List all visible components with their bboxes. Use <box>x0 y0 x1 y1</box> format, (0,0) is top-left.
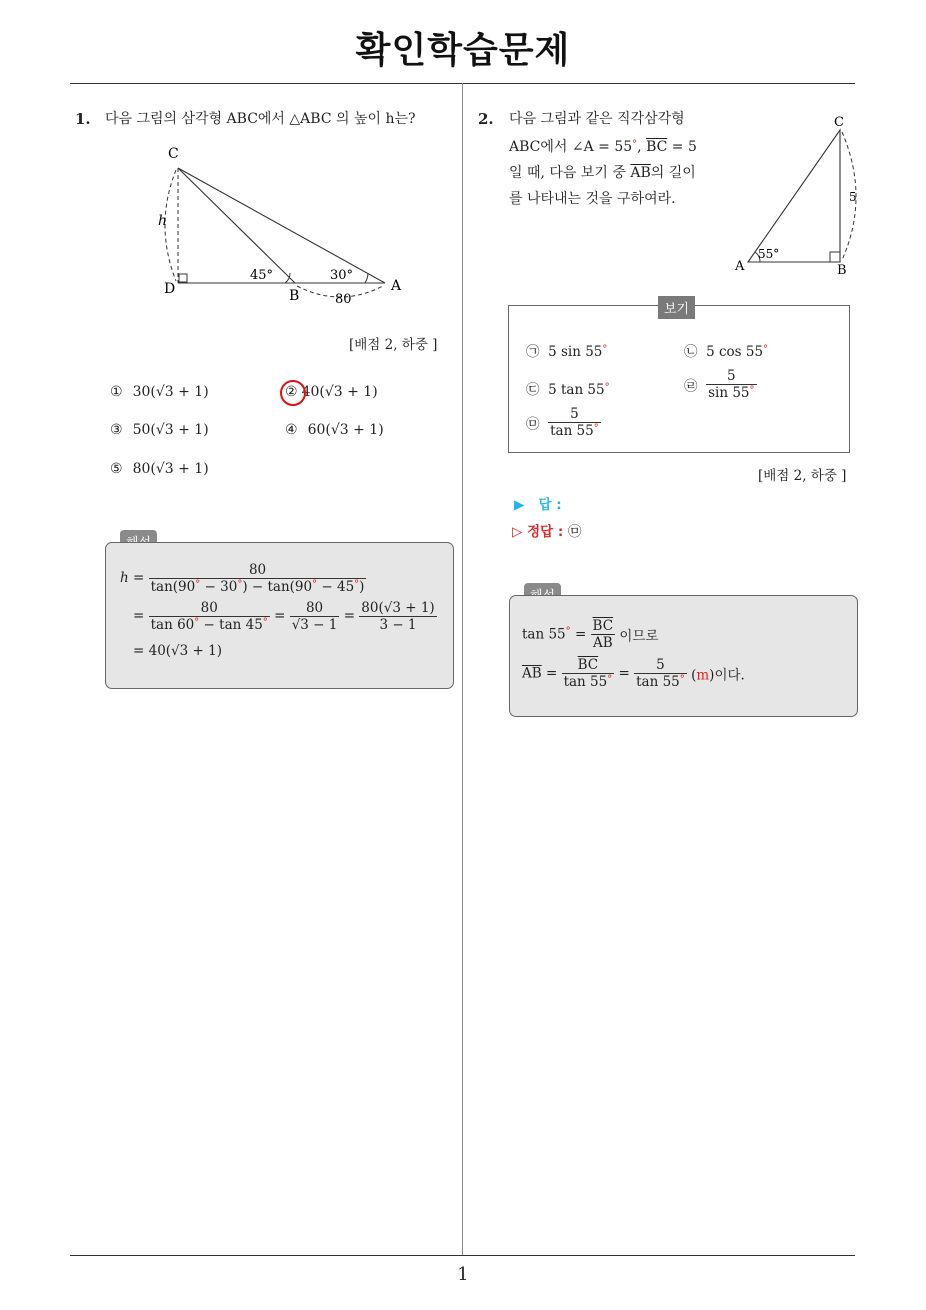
label-h: h <box>158 213 168 229</box>
q2-text: 다음 그림과 같은 직각삼각형 ABC에서 ∠A = 55°, $\overline{BC} = 5$ 일 때, 다음 보기 중 $\overline{AB}$의 길이 를 나타내는 것을 구하여라. <box>509 111 697 207</box>
q1-meta: [배점 2, 하중 ] <box>349 337 438 353</box>
label-45: 45° <box>250 268 274 283</box>
label-A: A <box>735 259 745 274</box>
q1-sol-line1: h = $\frac{80}{\tan(90^\circ - 30^\circ) - \tan(90^\circ - 45^\circ)}$ <box>120 562 365 595</box>
choice-mark: ③ <box>110 422 123 438</box>
label-B: B <box>289 288 300 304</box>
bogi-item-4[interactable]: ㉣ $\frac{5}{\sin 55^\circ}$ <box>684 368 755 401</box>
play-icon: ▶ <box>514 497 525 513</box>
choice-mark: ① <box>110 384 123 400</box>
page-number: 1 <box>457 1264 469 1285</box>
q1-sol-line3: = 40(√3 + 1) <box>133 643 222 659</box>
q1-number: 1. <box>75 110 91 128</box>
q1-figure <box>150 140 420 310</box>
q1-choice-4[interactable] <box>285 422 384 438</box>
choice-text: 40(√3 + 1) <box>301 384 378 400</box>
label-C: C <box>834 115 844 130</box>
column-divider <box>462 83 463 1255</box>
label-80: 80 <box>335 292 352 307</box>
q2-meta: [배점 2, 하중 ] <box>758 468 847 484</box>
q1-choice-3[interactable] <box>110 422 209 438</box>
label-D: D <box>164 281 176 297</box>
choice-mark: ⑤ <box>110 461 123 477</box>
choice-mark-selected: ② <box>285 384 298 400</box>
choice-mark: ④ <box>285 422 298 438</box>
q2-answer-line[interactable]: ▶ 답 : <box>514 497 562 513</box>
label-30: 30° <box>330 268 354 283</box>
choice-text: 50(√3 + 1) <box>132 422 209 438</box>
q1-text: 다음 그림의 삼각형 ABC에서 △ABC 의 높이 h는? <box>105 111 416 127</box>
q2-correct-line: ▷ 정답 : ㉤ <box>512 524 582 540</box>
choice-text: 30(√3 + 1) <box>132 384 209 400</box>
label-B: B <box>837 263 847 278</box>
bogi-item-5[interactable]: ㉤ $\frac{5}{\tan 55^\circ}$ <box>526 406 599 439</box>
choice-text: 60(√3 + 1) <box>307 422 384 438</box>
label-5: 5 <box>849 190 857 204</box>
q1-choice-1[interactable] <box>110 384 209 400</box>
bogi-item-2[interactable]: ㉡ 5 cos 55° <box>684 344 769 360</box>
q1-choice-5[interactable] <box>110 461 209 477</box>
q2-sol-line2: $\overline{AB}$ = $\frac{\overline{BC}}{\tan 55^\circ}$ = $\frac{5}{\tan 55^\circ}$ (m)이다. <box>522 657 745 690</box>
triangle-outline-icon: ▷ <box>512 524 523 540</box>
q2-solution-box <box>509 595 858 717</box>
choice-text: 80(√3 + 1) <box>132 461 209 477</box>
label-A: A <box>391 278 402 294</box>
q1-choice-2[interactable] <box>285 384 378 400</box>
label-55: 55° <box>758 247 780 261</box>
q2-bogi-tag: 보기 <box>658 296 695 319</box>
page-title: 확인학습문제 <box>355 30 571 71</box>
bottom-rule <box>70 1255 855 1256</box>
bogi-item-1[interactable]: ㉠ 5 sin 55° <box>526 344 608 360</box>
q2-figure <box>730 112 860 282</box>
bogi-item-3[interactable]: ㉢ 5 tan 55° <box>526 382 610 398</box>
q2-number: 2. <box>478 110 494 128</box>
q2-sol-line1: tan 55° = $\frac{\overline{BC}}{AB}$ 이므로 <box>522 618 659 651</box>
q1-sol-line2: = $\frac{80}{\tan 60^\circ - \tan 45^\circ}$ = $\frac{80}{√3 - 1}$ = $\frac{80(√3 + 1)}{3 - 1}$ <box>133 600 435 633</box>
label-C: C <box>168 146 179 162</box>
